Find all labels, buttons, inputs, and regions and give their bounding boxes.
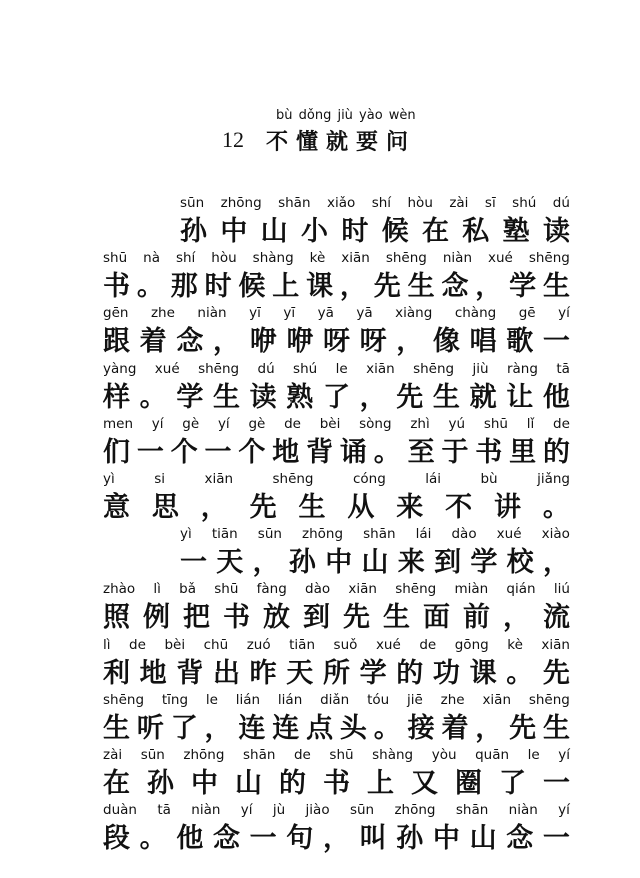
pinyin-syllable: bǎ xyxy=(179,581,197,598)
pinyin-syllable: zài xyxy=(449,195,469,211)
hanzi-char: 中 xyxy=(220,216,248,247)
pinyin-syllable: nà xyxy=(143,250,160,267)
hanzi-char: 书 xyxy=(475,436,503,468)
hanzi-char: 了 xyxy=(322,381,350,413)
hanzi-char: 孙 xyxy=(147,768,174,799)
title-pinyin: bù dǒng jiù yào wèn xyxy=(276,108,416,123)
hanzi-char: 咿 xyxy=(286,326,314,358)
pinyin-syllable: de xyxy=(129,636,146,653)
hanzi-char: 面 xyxy=(423,602,450,634)
pinyin-syllable: yā xyxy=(356,305,373,322)
pinyin-syllable: hòu xyxy=(407,195,433,211)
hanzi-char: 接 xyxy=(407,712,435,744)
hanzi-char: 书 xyxy=(223,602,250,634)
hanzi-line xyxy=(103,706,570,745)
hanzi-char: 圈 xyxy=(455,768,482,799)
hanzi-char: 个 xyxy=(238,436,266,468)
hanzi-line xyxy=(103,430,570,469)
hanzi-char: 一 xyxy=(542,823,570,855)
pinyin-syllable: diǎn xyxy=(320,691,350,708)
pinyin-syllable: suǒ xyxy=(333,636,358,653)
hanzi-char: 先 xyxy=(396,381,424,413)
pinyin-syllable: jiē xyxy=(407,691,423,708)
hanzi-char: 私 xyxy=(462,216,490,247)
hanzi-char: 的 xyxy=(542,436,570,468)
hanzi-char: 背 xyxy=(306,436,334,468)
pinyin-syllable: shān xyxy=(363,526,396,543)
pinyin-syllable: jiǎng xyxy=(537,471,570,487)
pinyin-syllable: xiān xyxy=(204,471,234,487)
pinyin-syllable: le xyxy=(205,691,218,708)
pinyin-syllable: qián xyxy=(506,581,536,598)
hanzi-char: ， xyxy=(359,381,387,413)
pinyin-syllable: tīng xyxy=(161,691,189,708)
pinyin-syllable: sòng xyxy=(359,415,392,432)
pinyin-syllable: xiān xyxy=(482,691,512,708)
pinyin-syllable: yā xyxy=(317,305,334,322)
pinyin-syllable: gē xyxy=(518,305,536,322)
hanzi-char: 一 xyxy=(180,547,207,579)
pinyin-syllable: ràng xyxy=(506,360,538,377)
hanzi-char: 样 xyxy=(103,381,130,413)
hanzi-char: 时 xyxy=(204,271,232,303)
pinyin-syllable: gēn xyxy=(103,305,129,322)
hanzi-char: 学 xyxy=(509,271,537,303)
pinyin-syllable: si xyxy=(154,471,165,487)
hanzi-char: 不 xyxy=(445,492,473,523)
hanzi-char: 了 xyxy=(499,768,526,799)
pinyin-syllable: zhōng xyxy=(302,526,344,543)
hanzi-char: ， xyxy=(200,492,228,523)
hanzi-char: 一 xyxy=(543,768,570,799)
hanzi-char: ， xyxy=(396,326,424,358)
pinyin-syllable: bèi xyxy=(319,415,341,432)
hanzi-char: 熟 xyxy=(286,381,314,413)
hanzi-char: 在 xyxy=(421,216,449,247)
pinyin-syllable: shí xyxy=(175,250,196,267)
hanzi-char: 一 xyxy=(204,436,232,468)
pinyin-syllable: yí xyxy=(217,415,230,432)
hanzi-char: 。 xyxy=(139,381,167,413)
hanzi-char: 叫 xyxy=(359,823,387,855)
pinyin-syllable: jiù xyxy=(472,360,489,377)
hanzi-char: 山 xyxy=(361,547,389,579)
pinyin-syllable: shū xyxy=(214,581,239,598)
lesson-title xyxy=(222,124,416,156)
pinyin-syllable: zuó xyxy=(246,636,271,653)
hanzi-char: 。 xyxy=(506,657,534,689)
pinyin-syllable: yàng xyxy=(103,360,137,377)
hanzi-char: ， xyxy=(542,547,570,579)
hanzi-char: 。 xyxy=(136,271,164,303)
hanzi-char: 又 xyxy=(411,768,438,799)
hanzi-char: 放 xyxy=(263,602,290,634)
hanzi-char: 先 xyxy=(509,712,537,744)
pinyin-syllable: shān xyxy=(455,802,489,819)
hanzi-char: 。 xyxy=(139,823,167,855)
hanzi-char: 点 xyxy=(306,712,334,744)
hanzi-char: 段 xyxy=(103,823,130,855)
pinyin-syllable: zài xyxy=(103,747,123,763)
pinyin-syllable: dú xyxy=(257,360,275,377)
hanzi-char: 意 xyxy=(103,492,130,523)
hanzi-char: 在 xyxy=(103,768,130,799)
pinyin-syllable: shí xyxy=(371,195,392,211)
pinyin-syllable: miàn xyxy=(454,581,489,598)
hanzi-char: 候 xyxy=(238,271,266,303)
hanzi-char: 生 xyxy=(103,712,130,744)
pinyin-syllable: kè xyxy=(507,636,523,653)
pinyin-syllable: bù xyxy=(480,471,498,487)
pinyin-syllable: sūn xyxy=(180,195,205,211)
hanzi-char: 生 xyxy=(407,271,435,303)
pinyin-syllable: yí xyxy=(240,802,253,819)
hanzi-char: 读 xyxy=(249,381,277,413)
pinyin-syllable: xiān xyxy=(541,636,570,653)
hanzi-char: 山 xyxy=(260,216,288,247)
pinyin-syllable: zhōng xyxy=(183,747,225,763)
hanzi-char: 读 xyxy=(542,216,570,247)
hanzi-char: 。 xyxy=(373,712,401,744)
pinyin-syllable: hòu xyxy=(211,250,237,267)
hanzi-char: 的 xyxy=(279,768,306,799)
hanzi-char: 一 xyxy=(542,326,570,358)
pinyin-syllable: tiān xyxy=(289,636,316,653)
hanzi-char: 念 xyxy=(176,326,204,358)
hanzi-char: ， xyxy=(204,712,232,744)
pinyin-syllable: yì xyxy=(180,526,192,543)
hanzi-char: 跟 xyxy=(103,326,130,358)
hanzi-char: 生 xyxy=(383,602,410,634)
hanzi-char: 所 xyxy=(322,657,350,689)
pinyin-syllable: le xyxy=(527,747,540,763)
hanzi-char: 。 xyxy=(373,436,401,468)
hanzi-char: 里 xyxy=(509,436,537,468)
hanzi-char: 思 xyxy=(151,492,179,523)
hanzi-char: 背 xyxy=(176,657,204,689)
hanzi-char: 生 xyxy=(212,381,240,413)
hanzi-char: 念 xyxy=(506,823,534,855)
hanzi-char: 课 xyxy=(469,657,497,689)
hanzi-char: 例 xyxy=(143,602,170,634)
pinyin-syllable: zhōng xyxy=(394,802,436,819)
hanzi-char: 到 xyxy=(434,547,462,579)
hanzi-char: ， xyxy=(475,271,503,303)
pinyin-syllable: zhào xyxy=(103,581,136,598)
pinyin-syllable: jiào xyxy=(305,802,330,819)
pinyin-syllable: zhōng xyxy=(220,195,262,211)
hanzi-char: 上 xyxy=(272,271,300,303)
pinyin-syllable: shēng xyxy=(385,250,427,267)
pinyin-syllable: shú xyxy=(293,360,318,377)
pinyin-syllable: lái xyxy=(425,471,442,487)
hanzi-char: 头 xyxy=(339,712,367,744)
pinyin-syllable: shàng xyxy=(372,747,414,763)
pinyin-syllable: yì xyxy=(103,471,115,487)
hanzi-char: 小 xyxy=(300,216,328,247)
pinyin-syllable: yí xyxy=(558,305,570,322)
pinyin-syllable: de xyxy=(419,636,437,653)
pinyin-syllable: shēng xyxy=(198,360,240,377)
hanzi-char: 塾 xyxy=(502,216,530,247)
lesson-number: 12 xyxy=(222,127,244,152)
pinyin-syllable: gè xyxy=(248,415,266,432)
pinyin-syllable: chàng xyxy=(454,305,497,322)
pinyin-syllable: xiàng xyxy=(395,305,433,322)
hanzi-char: 呀 xyxy=(359,326,387,358)
pinyin-syllable: xué xyxy=(496,526,522,543)
hanzi-line xyxy=(103,761,570,800)
hanzi-char: 生 xyxy=(298,492,326,523)
hanzi-char: 学 xyxy=(176,381,204,413)
pinyin-syllable: fàng xyxy=(256,581,287,598)
pinyin-syllable: sūn xyxy=(257,526,282,543)
hanzi-line xyxy=(103,651,570,690)
hanzi-char: 先 xyxy=(249,492,277,523)
hanzi-char: 到 xyxy=(303,602,330,634)
pinyin-syllable: yòu xyxy=(431,747,457,763)
pinyin-syllable: chū xyxy=(203,636,229,653)
hanzi-char: ， xyxy=(503,602,530,634)
pinyin-syllable: sī xyxy=(484,195,496,211)
hanzi-char: 出 xyxy=(212,657,240,689)
pinyin-syllable: xiān xyxy=(366,360,395,377)
hanzi-char: 天 xyxy=(216,547,244,579)
hanzi-char: 一 xyxy=(249,823,277,855)
hanzi-char: 着 xyxy=(441,712,469,744)
hanzi-char: 着 xyxy=(139,326,167,358)
hanzi-line xyxy=(180,540,570,579)
hanzi-char: 生 xyxy=(432,381,460,413)
pinyin-syllable: lái xyxy=(415,526,432,543)
pinyin-syllable: yí xyxy=(558,802,570,819)
hanzi-char: 山 xyxy=(235,768,262,799)
pinyin-syllable: niàn xyxy=(442,250,472,267)
hanzi-line xyxy=(103,375,570,414)
hanzi-line xyxy=(103,485,570,524)
pinyin-syllable: yú xyxy=(448,415,466,432)
pinyin-syllable: kè xyxy=(309,250,326,267)
hanzi-char: 孙 xyxy=(180,216,207,247)
hanzi-char: 们 xyxy=(103,436,130,468)
pinyin-syllable: yī xyxy=(283,305,296,322)
hanzi-char: 利 xyxy=(103,657,130,689)
hanzi-char: 照 xyxy=(103,602,130,634)
pinyin-syllable: sūn xyxy=(140,747,165,763)
hanzi-char: 学 xyxy=(470,547,498,579)
hanzi-char: 的 xyxy=(396,657,424,689)
pinyin-syllable: lǐ xyxy=(526,415,535,432)
hanzi-char: 唱 xyxy=(469,326,497,358)
pinyin-syllable: shū xyxy=(103,250,128,267)
hanzi-char: 诵 xyxy=(339,436,367,468)
pinyin-syllable: tā xyxy=(157,802,171,819)
hanzi-char: 孙 xyxy=(396,823,424,855)
hanzi-char: 昨 xyxy=(249,657,277,689)
hanzi-char: 生 xyxy=(542,271,570,303)
hanzi-char: 连 xyxy=(272,712,300,744)
pinyin-syllable: dào xyxy=(305,581,331,598)
hanzi-char: 书 xyxy=(323,768,350,799)
hanzi-char: 。 xyxy=(542,492,570,523)
pinyin-syllable: xiǎo xyxy=(326,195,356,211)
pinyin-syllable: de xyxy=(553,415,570,432)
hanzi-char: 地 xyxy=(272,436,300,468)
hanzi-char: ， xyxy=(252,547,280,579)
pinyin-syllable: lì xyxy=(153,581,161,598)
hanzi-char: 地 xyxy=(139,657,167,689)
hanzi-char: 连 xyxy=(238,712,266,744)
hanzi-char: 念 xyxy=(212,823,240,855)
pinyin-syllable: lián xyxy=(277,691,303,708)
hanzi-char: 生 xyxy=(542,712,570,744)
hanzi-char: ， xyxy=(322,823,350,855)
hanzi-char: 让 xyxy=(506,381,534,413)
hanzi-char: 孙 xyxy=(288,547,316,579)
hanzi-char: 把 xyxy=(183,602,210,634)
hanzi-char: 天 xyxy=(286,657,314,689)
pinyin-syllable: niàn xyxy=(191,802,221,819)
pinyin-syllable: shēng xyxy=(272,471,314,487)
pinyin-syllable: zhe xyxy=(150,305,175,322)
pinyin-syllable: de xyxy=(284,415,301,432)
hanzi-char: 候 xyxy=(381,216,409,247)
pinyin-syllable: yī xyxy=(249,305,261,322)
hanzi-line xyxy=(103,319,570,358)
pinyin-syllable: shēng xyxy=(528,250,570,267)
hanzi-char: 先 xyxy=(343,602,370,634)
hanzi-char: 了 xyxy=(170,712,198,744)
pinyin-syllable: niàn xyxy=(197,305,227,322)
pinyin-syllable: dú xyxy=(552,195,570,211)
pinyin-syllable: xiào xyxy=(541,526,570,543)
hanzi-char: 先 xyxy=(373,271,401,303)
hanzi-char: 功 xyxy=(432,657,460,689)
hanzi-char: 来 xyxy=(397,547,425,579)
hanzi-char: 念 xyxy=(441,271,469,303)
pinyin-syllable: shān xyxy=(243,747,276,763)
hanzi-char: 个 xyxy=(170,436,198,468)
title-text: 不懂就要问 xyxy=(266,128,417,155)
pinyin-syllable: niàn xyxy=(508,802,538,819)
pinyin-syllable: lián xyxy=(235,691,261,708)
hanzi-line xyxy=(103,595,570,634)
pinyin-syllable: duàn xyxy=(103,802,137,819)
pinyin-syllable: le xyxy=(335,360,348,377)
hanzi-char: 上 xyxy=(367,768,394,799)
hanzi-char: ， xyxy=(212,326,240,358)
hanzi-char: 就 xyxy=(469,381,497,413)
pinyin-syllable: shēng xyxy=(395,581,437,598)
pinyin-syllable: shū xyxy=(483,415,508,432)
pinyin-syllable: zhe xyxy=(440,691,465,708)
hanzi-char: 前 xyxy=(463,602,490,634)
hanzi-char: 像 xyxy=(432,326,460,358)
hanzi-char: ， xyxy=(475,712,503,744)
pinyin-syllable: shàng xyxy=(252,250,294,267)
pinyin-syllable: shēng xyxy=(413,360,455,377)
hanzi-char: 书 xyxy=(103,271,130,303)
hanzi-char: 他 xyxy=(542,381,570,413)
pinyin-syllable: gōng xyxy=(454,636,489,653)
pinyin-syllable: lì xyxy=(103,636,111,653)
hanzi-char: 于 xyxy=(441,436,469,468)
hanzi-char: 呀 xyxy=(322,326,350,358)
pinyin-syllable: shēng xyxy=(528,691,570,708)
hanzi-char: 咿 xyxy=(249,326,277,358)
hanzi-char: 流 xyxy=(543,602,570,634)
hanzi-char: 讲 xyxy=(494,492,521,523)
hanzi-char: 中 xyxy=(325,547,353,579)
pinyin-syllable: xiān xyxy=(341,250,370,267)
pinyin-syllable: de xyxy=(293,747,311,763)
hanzi-line xyxy=(103,816,570,855)
hanzi-char: 时 xyxy=(341,216,369,247)
hanzi-char: 一 xyxy=(136,436,164,468)
pinyin-syllable: dào xyxy=(451,526,477,543)
pinyin-syllable: zhì xyxy=(410,415,430,432)
hanzi-char: 先 xyxy=(542,657,570,689)
pinyin-syllable: bèi xyxy=(164,636,186,653)
hanzi-char: 至 xyxy=(407,436,435,468)
pinyin-syllable: tóu xyxy=(367,691,390,708)
hanzi-char: 山 xyxy=(469,823,497,855)
hanzi-char: 校 xyxy=(506,547,534,579)
hanzi-char: 中 xyxy=(432,823,460,855)
hanzi-line xyxy=(180,209,570,248)
hanzi-char: 学 xyxy=(359,657,387,689)
pinyin-syllable: jù xyxy=(272,802,286,819)
hanzi-char: ， xyxy=(339,271,367,303)
pinyin-syllable: xué xyxy=(487,250,513,267)
hanzi-char: 课 xyxy=(306,271,334,303)
hanzi-char: 他 xyxy=(176,823,204,855)
hanzi-char: 来 xyxy=(396,492,424,523)
hanzi-char: 句 xyxy=(286,823,314,855)
pinyin-syllable: yí xyxy=(558,747,570,763)
pinyin-syllable: gè xyxy=(182,415,200,432)
hanzi-char: 那 xyxy=(170,271,198,303)
hanzi-char: 中 xyxy=(191,768,218,799)
pinyin-syllable: liú xyxy=(553,581,570,598)
pinyin-syllable: sūn xyxy=(349,802,375,819)
pinyin-syllable: shēng xyxy=(103,691,145,708)
hanzi-char: 歌 xyxy=(506,326,534,358)
pinyin-syllable: shān xyxy=(278,195,311,211)
pinyin-syllable: tā xyxy=(556,360,570,377)
pinyin-syllable: xiān xyxy=(348,581,377,598)
hanzi-line xyxy=(103,264,570,303)
pinyin-syllable: shú xyxy=(512,195,537,211)
pinyin-syllable: men xyxy=(103,415,134,432)
pinyin-syllable: quān xyxy=(475,747,510,763)
hanzi-char: 听 xyxy=(136,712,164,744)
pinyin-syllable: xué xyxy=(154,360,180,377)
pinyin-syllable: xué xyxy=(375,636,401,653)
hanzi-char: 从 xyxy=(347,492,375,523)
pinyin-syllable: yí xyxy=(151,415,164,432)
pinyin-syllable: tiān xyxy=(211,526,238,543)
pinyin-syllable: cóng xyxy=(352,471,386,487)
pinyin-syllable: shū xyxy=(329,747,354,763)
